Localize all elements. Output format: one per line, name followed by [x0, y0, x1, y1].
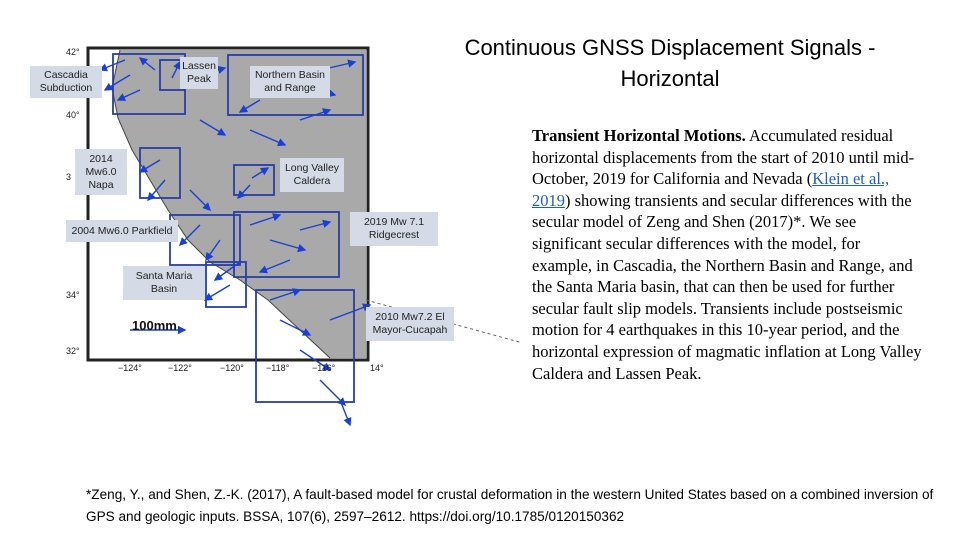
lon-tick: −122° — [168, 363, 192, 373]
description-text-1: Accumulated residual horizontal displacements from the start of 2010 until mid-October, 2019 for California and Nevada ( — [532, 126, 915, 189]
label-ridgecrest: 2019 Mw 7.1 Ridgecrest — [350, 212, 438, 246]
lon-tick: 14° — [370, 363, 384, 373]
lon-tick: −116° — [312, 363, 336, 373]
lat-tick: 32° — [66, 346, 80, 356]
label-northern-basin: Northern Basin and Range — [250, 66, 330, 98]
description-text-2: ) showing transients and secular differences with the secular model of Zeng and Shen (2017)*. We see significant secular differences with the model, for example, in Cascadia, the Northern Basin and Range, and the Santa Maria basin, that can then be used for further secular fault slip models. Transients include postseismic motion for 4 earthquakes in this 10-year period, and the horizontal expression of magmatic inflation at Long Valley Caldera and Lassen Peak. — [532, 190, 922, 383]
lon-tick: −124° — [118, 363, 142, 373]
label-parkfield: 2004 Mw6.0 Parkfield — [66, 220, 178, 242]
lat-tick: 34° — [66, 290, 80, 300]
label-long-valley: Long Valley Caldera — [280, 158, 344, 192]
description-heading: Transient Horizontal Motions. — [532, 126, 746, 145]
gnss-map-figure — [0, 0, 520, 440]
lat-tick: 42° — [66, 47, 80, 57]
lon-tick: −118° — [266, 363, 290, 373]
footnote: *Zeng, Y., and Shen, Z.-K. (2017), A fault-based model for crustal deformation in the western United States based on a combined inversion of GPS and geologic inputs. BSSA, 107(6), 2597–2612. https://doi.org/10.1785/0120150362 — [86, 487, 934, 524]
page-title: Continuous GNSS Displacement Signals - Horizontal — [464, 35, 876, 91]
description — [532, 125, 922, 384]
lon-tick: −120° — [220, 363, 244, 373]
label-cascadia: Cascadia Subduction — [30, 66, 102, 98]
label-lassen: Lassen Peak — [180, 57, 218, 89]
label-el-mayor: 2010 Mw7.2 El Mayor-Cucapah — [366, 307, 454, 341]
label-santa-maria: Santa Maria Basin — [123, 266, 205, 300]
lat-tick: 40° — [66, 110, 80, 120]
scale-label: 100mm — [132, 318, 177, 333]
citation-link[interactable]: Klein et al., 2019 — [532, 169, 890, 210]
lat-tick: 3 — [66, 172, 72, 182]
label-napa: 2014 Mw6.0 Napa — [75, 149, 127, 195]
